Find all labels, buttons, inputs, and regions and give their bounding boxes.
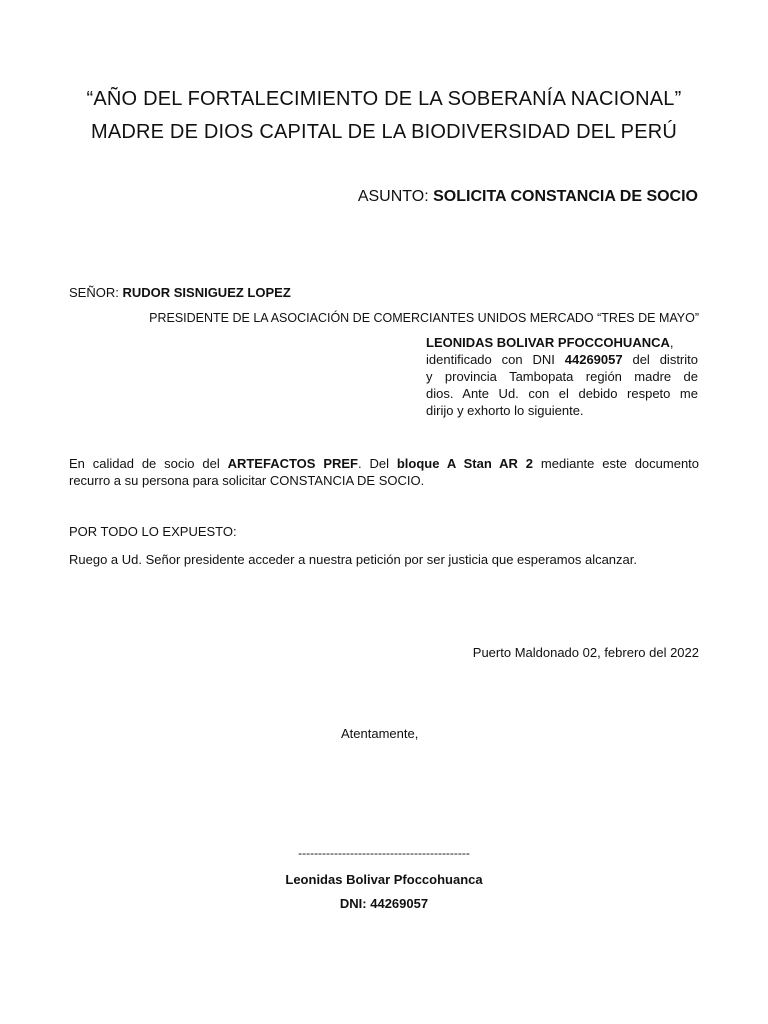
sender-name-line — [426, 334, 698, 351]
place-date: Puerto Maldonado 02, febrero del 2022 — [472, 645, 699, 660]
sender-line-3: y provincia Tambopata región madre de — [426, 369, 698, 384]
body-paragraph-1 — [69, 455, 699, 489]
body-paragraph-1-line-2: recurro a su persona para solicitar CONSTANCIA DE SOCIO. — [69, 473, 425, 488]
subject-label: ASUNTO: — [357, 188, 434, 205]
sender-block — [426, 334, 698, 419]
p1-store: ARTEFACTOS PREF — [227, 456, 358, 471]
p1-block: bloque A Stan AR 2 — [396, 456, 534, 471]
sender-name: LEONIDAS BOLIVAR PFOCCOHUANCA — [426, 335, 670, 350]
addressee-title: PRESIDENTE DE LA ASOCIACIÓN DE COMERCIANTES UNIDOS MERCADO “TRES DE MAYO” — [149, 311, 699, 325]
subject-value: SOLICITA CONSTANCIA DE SOCIO — [433, 188, 698, 205]
body-paragraph-2: Ruego a Ud. Señor presidente acceder a nuestra petición por ser justicia que esperamos alcanzar. — [69, 552, 637, 567]
p1-suffix: mediante este documento — [533, 456, 700, 471]
header-title-line-1: “AÑO DEL FORTALECIMIENTO DE LA SOBERANÍA NACIONAL” — [86, 88, 682, 110]
sender-name-suffix: , — [669, 335, 674, 350]
body-paragraph-1-line-1 — [69, 455, 699, 472]
sender-id-line — [426, 351, 698, 368]
addressee-line — [69, 284, 291, 301]
signature-line: ------------------------------------------- — [298, 846, 470, 860]
sender-id-prefix: identificado con DNI — [426, 352, 565, 367]
p1-mid: . Del — [358, 456, 397, 471]
sender-id-suffix: del distrito — [622, 352, 698, 367]
farewell: Atentamente, — [341, 726, 419, 741]
sender-dni: 44269057 — [564, 352, 623, 367]
addressee-label: SEÑOR: — [69, 285, 123, 300]
sender-line-4: dios. Ante Ud. con el debido respeto me — [426, 386, 698, 401]
subject-line — [358, 188, 698, 206]
signer-dni: DNI: 44269057 — [339, 896, 429, 911]
sender-line-5: dirijo y exhorto lo siguiente. — [426, 403, 584, 418]
signer-name: Leonidas Bolivar Pfoccohuanca — [285, 872, 483, 887]
header-title-line-2: MADRE DE DIOS CAPITAL DE LA BIODIVERSIDAD DEL PERÚ — [90, 121, 678, 143]
body-heading: POR TODO LO EXPUESTO: — [69, 524, 237, 539]
p1-prefix: En calidad de socio del — [69, 456, 228, 471]
addressee-name: RUDOR SISNIGUEZ LOPEZ — [122, 285, 291, 300]
